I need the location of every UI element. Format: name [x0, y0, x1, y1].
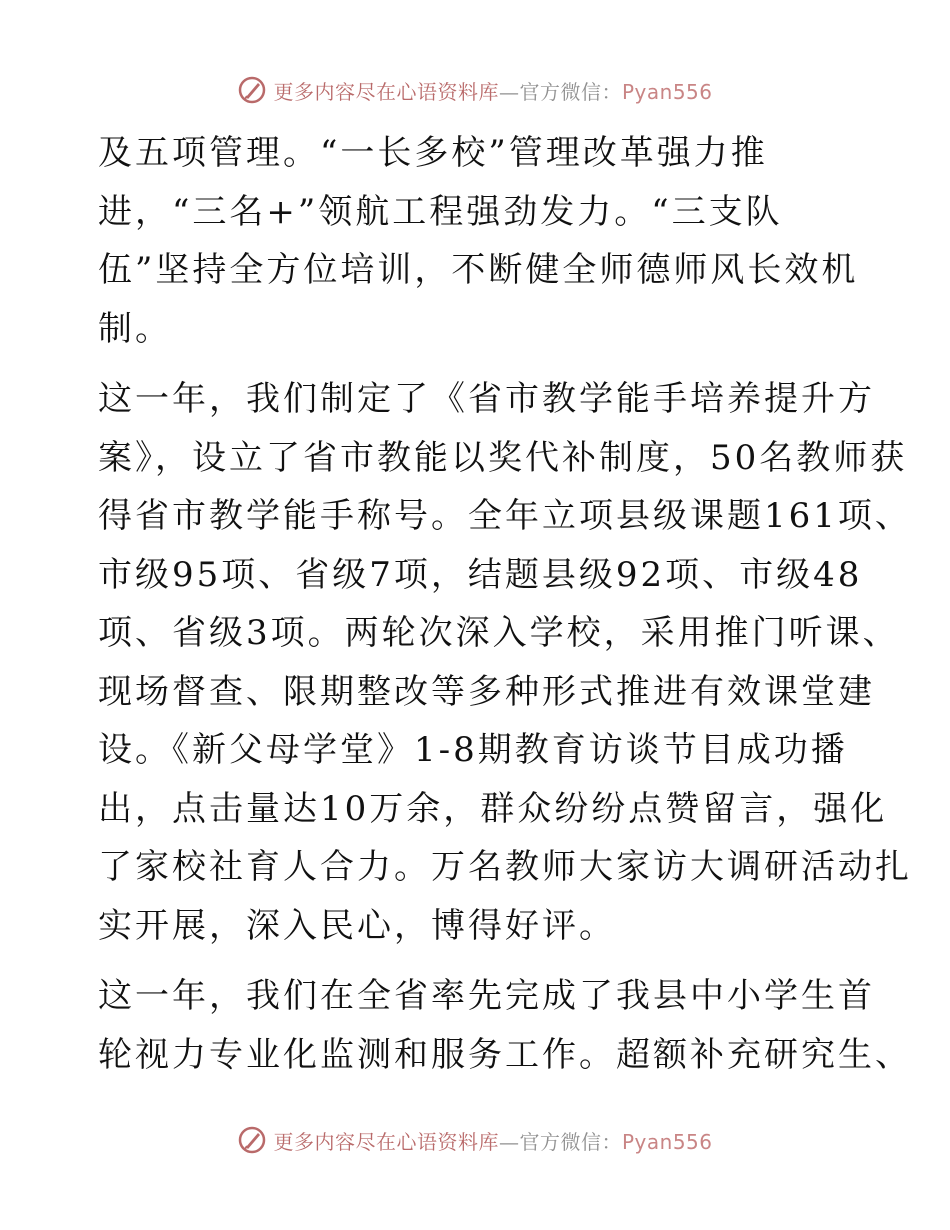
document-body [98, 124, 912, 1084]
text-line: 得省市教学能手称号。全年立项县级课题161项、 [98, 496, 912, 536]
header-watermark [0, 70, 950, 110]
text-line: 设。《新父母学堂》1-8期教育访谈节目成功播 [98, 730, 848, 770]
text-line: 项、省级3项。两轮次深入学校，采用推门听课、 [98, 613, 900, 653]
text-line: 制。 [98, 308, 172, 349]
footer-watermark [0, 1120, 950, 1160]
quill-logo-icon [237, 75, 267, 105]
paragraph-1 [98, 124, 868, 358]
paragraph-spacer [98, 358, 868, 370]
watermark-sub: 官方微信： [519, 79, 622, 104]
text-line: 出，点击量达10万余，群众纷纷点赞留言，强化 [98, 788, 888, 829]
watermark-id: Pyan556 [621, 79, 713, 104]
watermark-id: Pyan556 [621, 1129, 713, 1154]
text-line: 市级95项、省级7项，结题县级92项、市级48 [98, 554, 863, 595]
text-line: 及五项管理。“一长多校”管理改革强力推 [98, 133, 768, 173]
watermark-text [273, 1126, 712, 1155]
text-line: 了家校社育人合力。万名教师大家访大调研活动扎 [98, 847, 912, 887]
quill-logo-icon [237, 1125, 267, 1155]
text-line: 案》，设立了省市教能以奖代补制度，50名教师获 [98, 437, 908, 478]
text-line: 伍”坚持全方位培训，不断健全师德师风长效机 [98, 250, 859, 290]
paragraph-spacer [98, 955, 868, 967]
text-line: 这一年，我们制定了《省市教学能手培养提升方 [98, 379, 875, 419]
watermark-dash: — [498, 79, 520, 104]
watermark-dash: — [498, 1129, 520, 1154]
watermark-main: 更多内容尽在心语资料库 [273, 79, 499, 104]
paragraph-3 [98, 967, 912, 1084]
text-line: 实开展，深入民心，博得好评。 [98, 905, 616, 946]
text-line: 轮视力专业化监测和服务工作。超额补充研究生、 [98, 1034, 912, 1075]
text-line: 现场督查、限期整改等多种形式推进有效课堂建 [98, 671, 875, 712]
watermark-sub: 官方微信： [519, 1129, 622, 1154]
text-line: 进，“三名+”领航工程强劲发力。“三支队 [98, 191, 783, 232]
watermark-main: 更多内容尽在心语资料库 [273, 1129, 499, 1154]
text-line: 这一年，我们在全省率先完成了我县中小学生首 [98, 976, 875, 1016]
paragraph-2 [98, 370, 912, 955]
watermark-text [273, 76, 712, 105]
